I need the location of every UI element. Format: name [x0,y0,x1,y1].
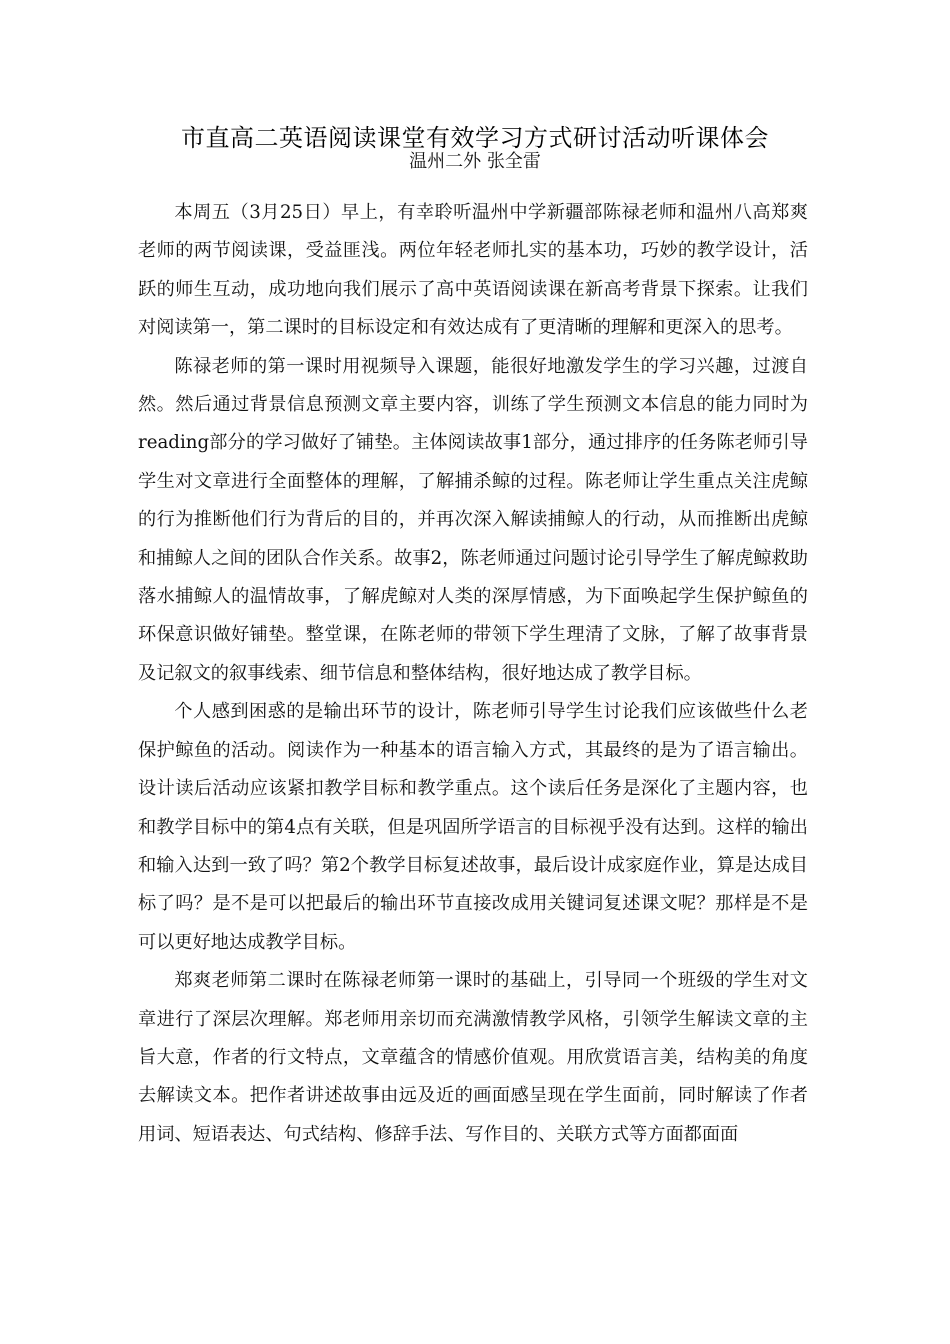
author-byline: 温州二外 张全雷 [409,151,541,172]
document-title: 市直高二英语阅读课堂有效学习方式研讨活动听课体会 [181,124,769,152]
paragraph: 陈禄老师的第一课时用视频导入课题，能很好地激发学生的学习兴趣，过渡自然。然后通过背景信息预测文章主要内容，训练了学生预测文本信息的能力同时为reading部分的学习做好了铺垫。主体阅读故事1部分，通过排序的任务陈老师引导学生对文章进行全面整体的理解，了解捕杀鲸的过程。陈老师让学生重点关注虎鲸的行为推断他们行为背后的目的，并再次深入解读捕鲸人的行动，从而推断出虎鲸和捕鲸人之间的团队合作关系。故事2，陈老师通过问题讨论引导学生了解虎鲸救助落水捕鲸人的温情故事，了解虎鲸对人类的深厚情感，为下面唤起学生保护鲸鱼的环保意识做好铺垫。整堂课，在陈老师的带领下学生理清了文脉，了解了故事背景及记叙文的叙事线索、细节信息和整体结构，很好地达成了教学目标。 [138,355,808,684]
paragraph: 个人感到困惑的是输出环节的设计，陈老师引导学生讨论我们应该做些什么老保护鲸鱼的活动。阅读作为一种基本的语言输入方式，其最终的是为了语言输出。设计读后活动应该紧扣教学目标和教学重点。这个读后任务是深化了主题内容，也和教学目标中的第4点有关联，但是巩固所学语言的目标视乎没有达到。这样的输出和输入达到一致了吗？第2个教学目标复述故事，最后设计成家庭作业，算是达成目标了吗？是不是可以把最后的输出环节直接改成用关键词复述课文呢？那样是不是可以更好地达成教学目标。 [138,701,808,953]
document-body [138,194,808,1154]
paragraph: 本周五（3月25日）早上，有幸聆听温州中学新疆部陈禄老师和温州八高郑爽老师的两节阅读课，受益匪浅。两位年轻老师扎实的基本功，巧妙的教学设计，活跃的师生互动，成功地向我们展示了高中英语阅读课在新高考背景下探索。让我们对阅读第一，第二课时的目标设定和有效达成有了更清晰的理解和更深入的思考。 [138,202,808,339]
paragraph: 郑爽老师第二课时在陈禄老师第一课时的基础上，引导同一个班级的学生对文章进行了深层次理解。郑老师用亲切而充满激情教学风格，引领学生解读文章的主旨大意，作者的行文特点，文章蕴含的情感价值观。用欣赏语言美，结构美的角度去解读文本。把作者讲述故事由远及近的画面感呈现在学生面前，同时解读了作者用词、短语表达、句式结构、修辞手法、写作目的、关联方式等方面都面面 [138,970,808,1145]
